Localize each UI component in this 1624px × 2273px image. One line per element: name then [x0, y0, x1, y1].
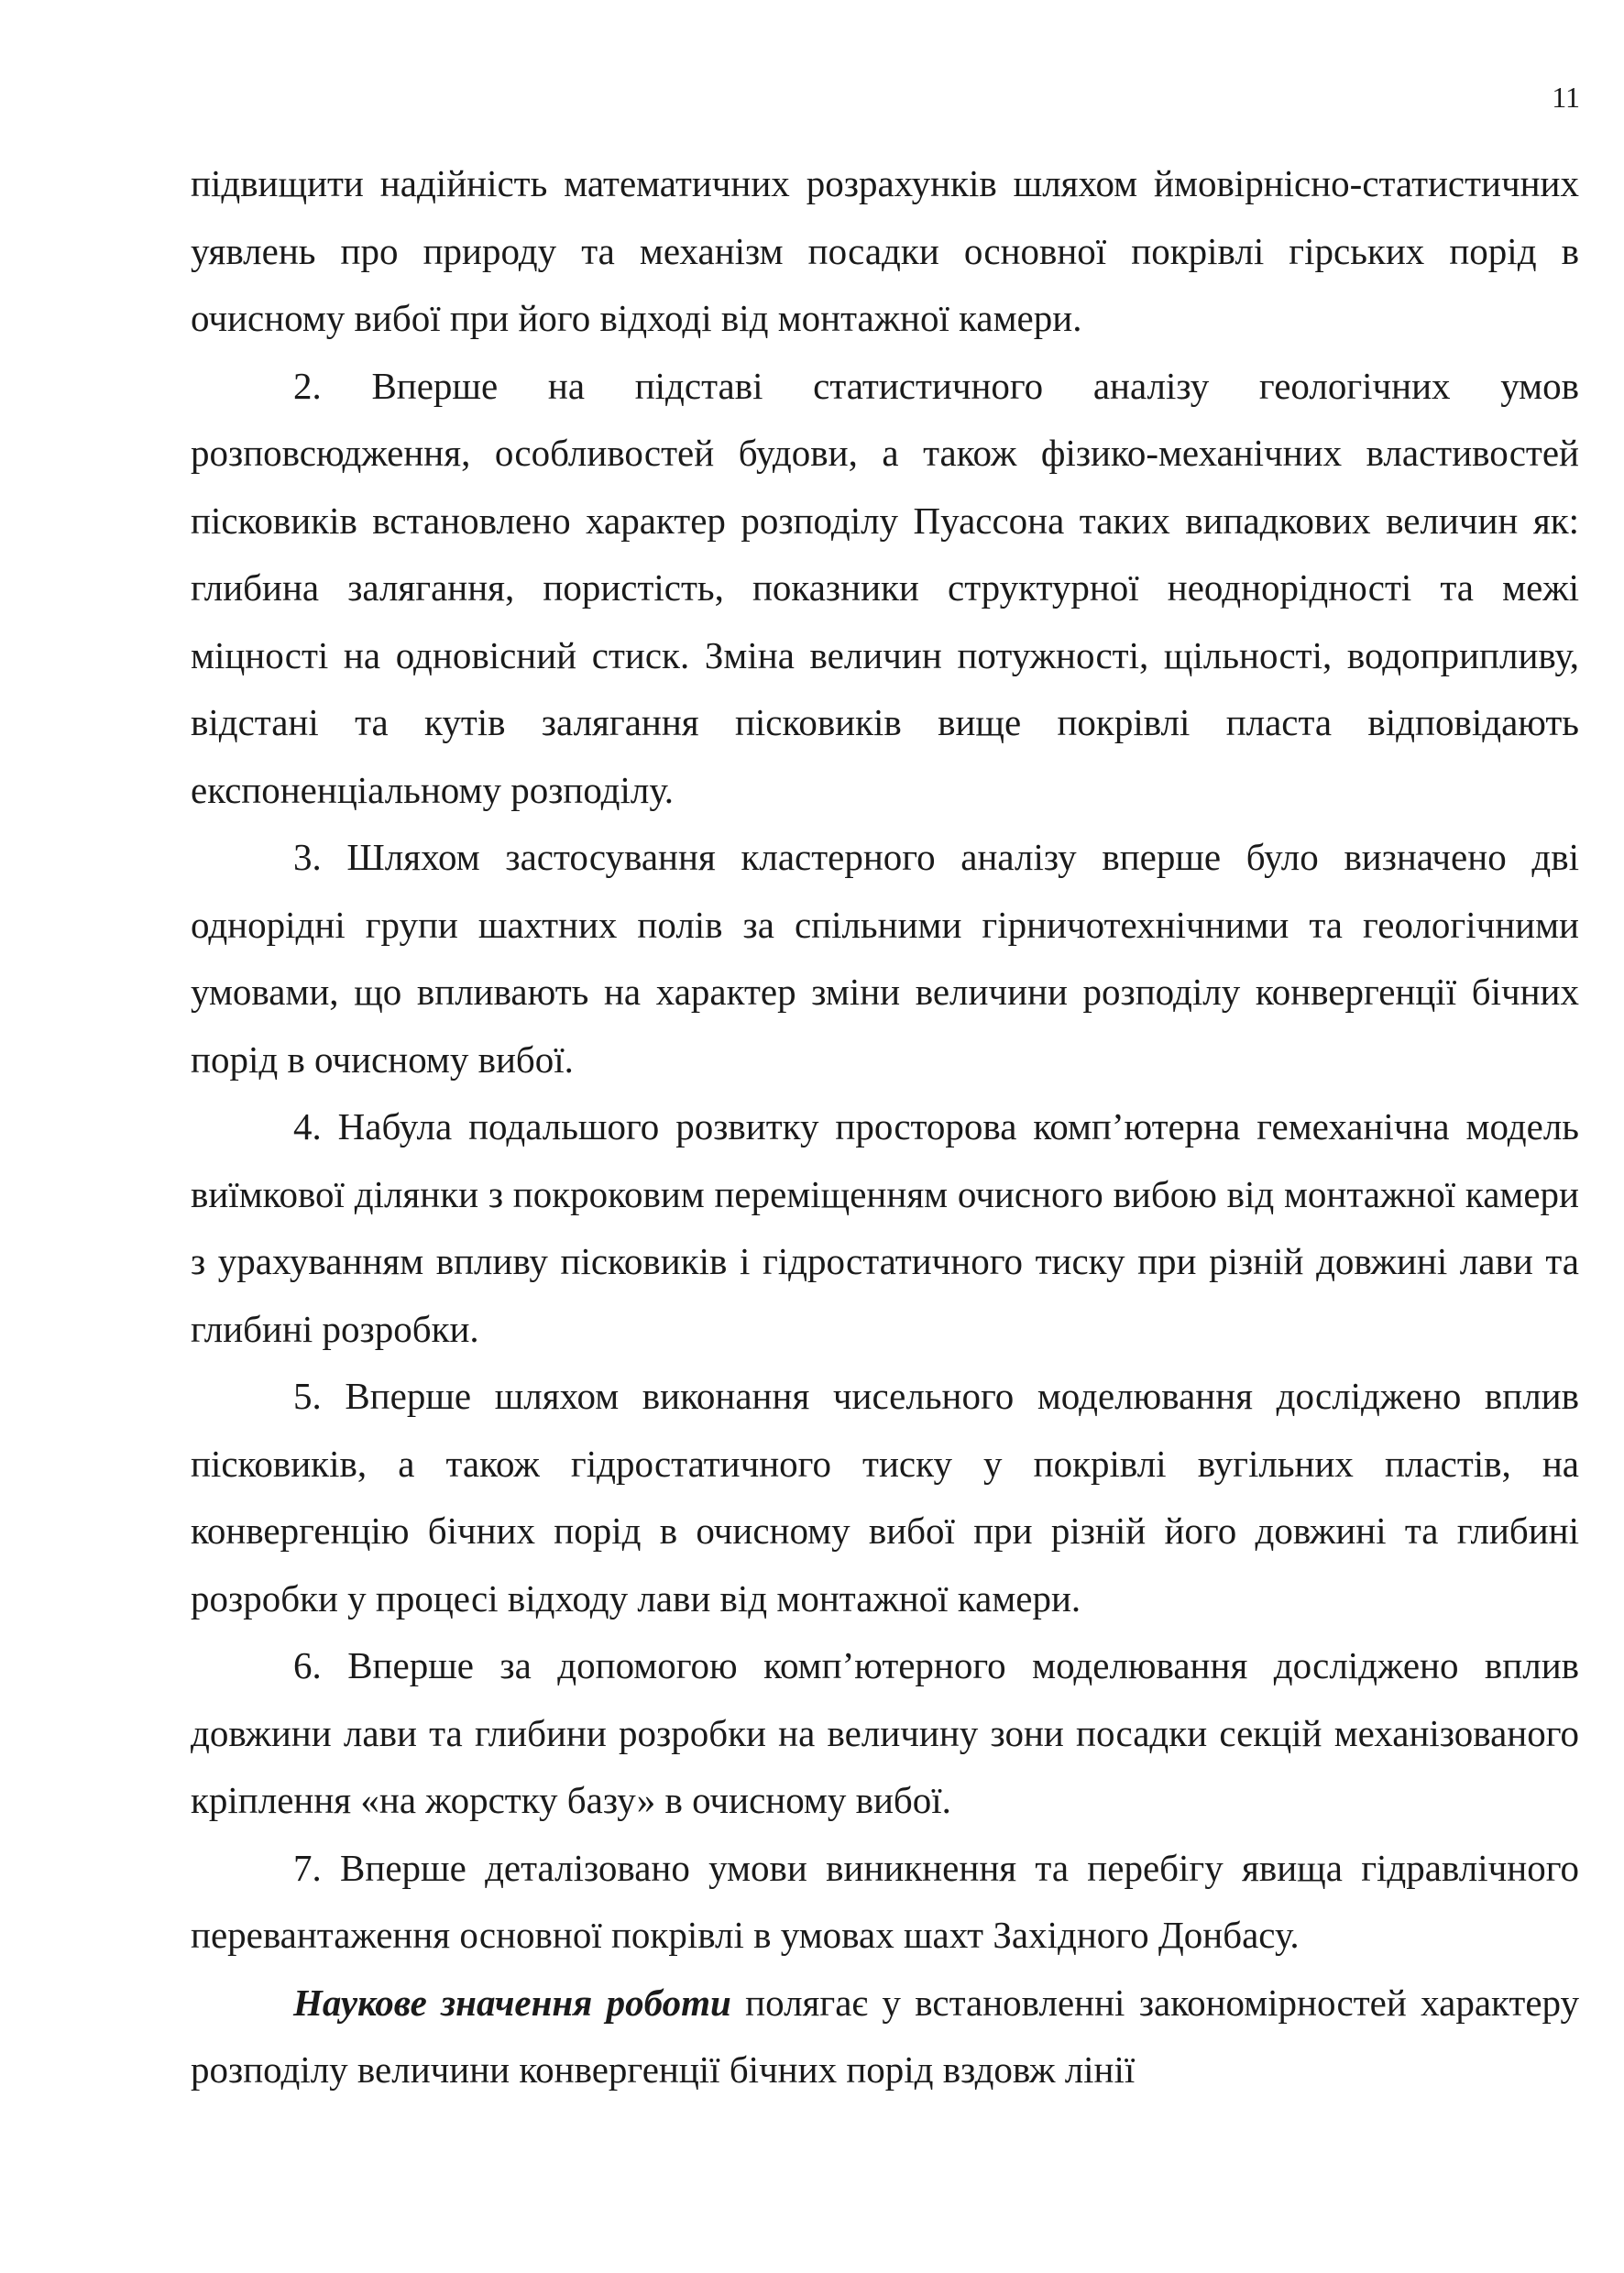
paragraph-item-2: 2. Вперше на підставі статистичного аналізу геологічних умов розповсюдження, особливостей будови, а також фізико-механічних властивостей пісковиків встановлено характер розподілу Пуассона таких випадкових величин як: глибина залягання, пористість, показники структурної неоднорідності та межі міцності на одновісний стиск. Зміна величин потужності, щільності, водоприпливу, відстані та кутів залягання пісковиків вище покрівлі пласта відповідають експоненціальному розподілу.	[191, 364, 1579, 811]
paragraph-item-3: 3. Шляхом застосування кластерного аналізу вперше було визначено дві однорідні групи шахтних полів за спільними гірничотехнічними та геологічними умовами, що впливають на характер зміни величини розподілу конвергенції бічних порід в очисному вибої.	[191, 836, 1579, 1081]
paragraph-item-6: 6. Вперше за допомогою комп’ютерного моделювання досліджено вплив довжини лави та глибини розробки на величину зони посадки секцій механізованого кріплення «на жорстку базу» в очисному вибої.	[191, 1644, 1579, 1821]
paragraph-item-5: 5. Вперше шляхом виконання чисельного моделювання досліджено вплив пісковиків, а також гідростатичного тиску у покрівлі вугільних пластів, на конвергенцію бічних порід в очисному вибої при різній його довжині та глибині розробки у процесі відходу лави від монтажної камери.	[191, 1375, 1579, 1620]
scientific-significance-text: полягає у встановленні закономірностей характеру розподілу величини конвергенції бічних порід вздовж лінії	[191, 1981, 1579, 2091]
page-content	[191, 150, 1579, 2104]
page-number: 11	[1552, 81, 1580, 114]
paragraph-continuation: підвищити надійність математичних розрахунків шляхом ймовірнісно-статистичних уявлень про природу та механізм посадки основної покрівлі гірських порід в очисному вибої при його відході від монтажної камери.	[191, 162, 1579, 339]
paragraph-item-4: 4. Набула подальшого розвитку просторова комп’ютерна гемеханічна модель виїмкової ділянки з покроковим переміщенням очисного вибою від монтажної камери з урахуванням впливу пісковиків і гідростатичного тиску при різній довжині лави та глибині розробки.	[191, 1105, 1579, 1350]
scientific-significance-heading: Наукове значення роботи	[293, 1981, 731, 2024]
paragraph-item-7: 7. Вперше деталізовано умови виникнення та перебігу явища гідравлічного перевантаження основної покрівлі в умовах шахт Західного Донбасу.	[191, 1846, 1579, 1956]
paragraph-scientific-significance	[191, 1970, 1579, 2104]
